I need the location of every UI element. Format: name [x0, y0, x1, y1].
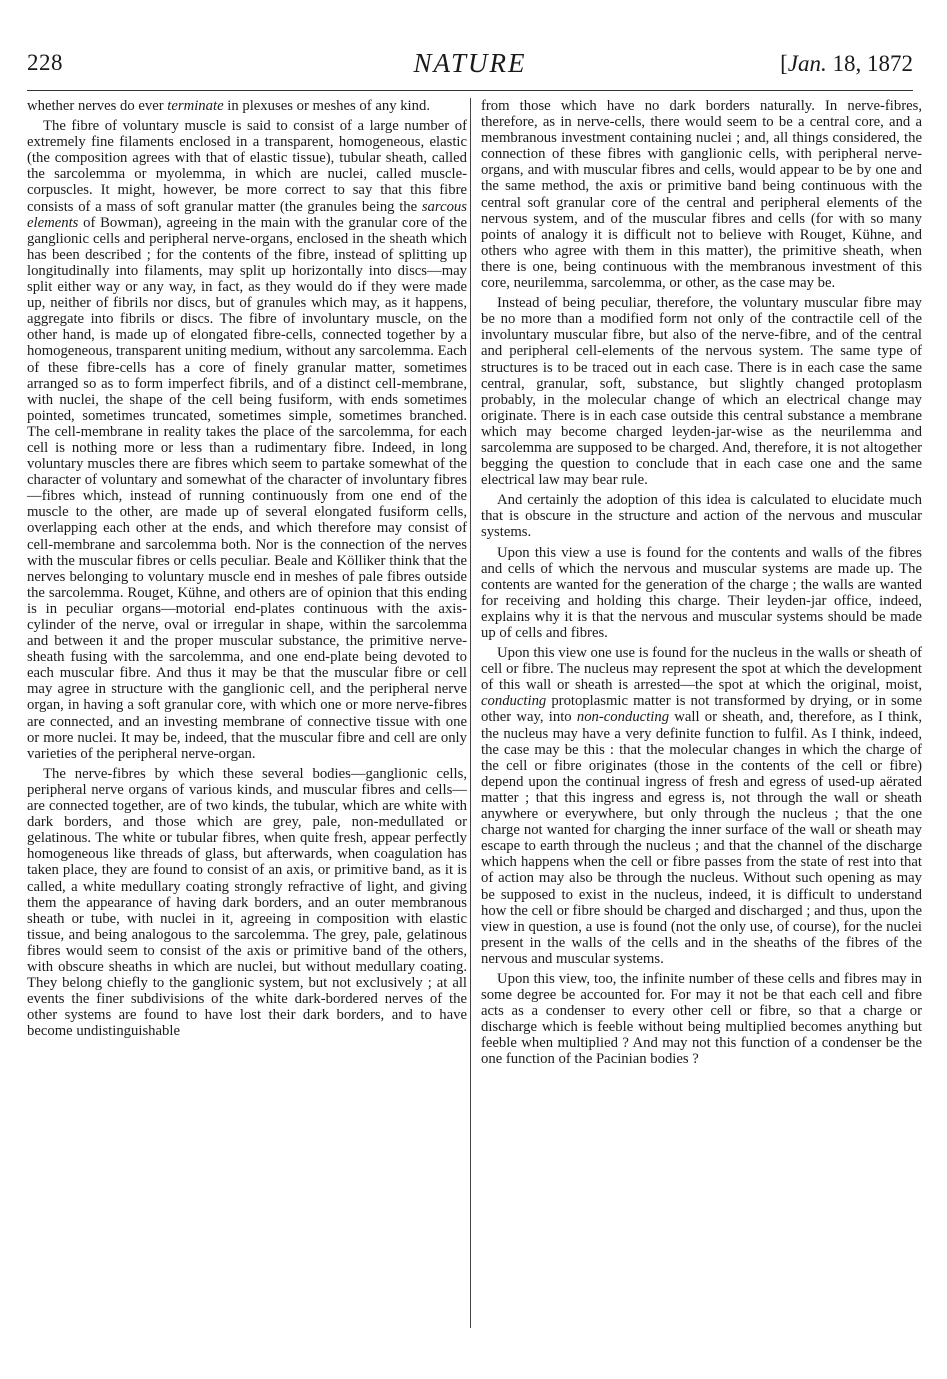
left-column [27, 98, 467, 1043]
paragraph [481, 645, 922, 967]
paragraph-text: whether nerves do ever [27, 98, 168, 114]
right-column [481, 98, 922, 1072]
paragraph-text: The nerve-fibres by which these several bodies—ganglionic cells, peripheral nerve organs of various kinds, and muscular fibres and cells—are connected together, are of two kinds, the tubular, which are white with dark borders, and those which are grey, pale, non-medullated or gelatinous. The white or tubular fibres, when quite fresh, appear perfectly homogeneous like threads of glass, but afterwards, when coagulation has taken place, they are found to consist of an axis, or primitive band, as it is called, a white medullary coating strongly refractive of light, and giving them the appearance of having dark borders, and an outer membranous sheath or tube, with nuclei in it, agreeing in composition with elastic tissue, and being analogous to the sarcolemma. The grey, pale, gelatinous fibres would seem to consist of the axis or primitive band of the others, with obscure sheaths in which are nuclei, but without medullary coating. They belong chiefly to the ganglionic system, but not exclusively ; at all events the finer subdivisions of the white dark-bordered nerves of the other systems are found to have lost their dark borders, and to have become undistinguishable [27, 765, 467, 1040]
paragraph [481, 295, 922, 488]
page-header [27, 50, 913, 84]
paragraph [481, 98, 922, 291]
paragraph [481, 971, 922, 1068]
paragraph-text: Upon this view one use is found for the nucleus in the walls or sheath of cell or fibre. The nucleus may represent the spot at which the development of this wall or sheath is arrested—the spot at which the original, moist, [481, 645, 922, 694]
paragraph-text: wall or sheath, and, therefore, as I think, the nucleus may have a very definite function to fulfil. As I think, indeed, the case may be this : that the molecular changes in which the charge of the cell or fibre originates (those in the contents of the cell or fibre) depend upon the continual ingress of fresh and egress of used-up aërated matter ; that this ingress and egress is, not through the wall or sheath anywhere or everywhere, but only through the nucleus ; that the one charge not wanted for charging the inner surface of the wall or sheath may escape to earth through the nucleus ; and that the channel of the discharge which happens when the cell or fibre passes from the state of rest into that of action may also be through the nucleus. Without such opening as may be supposed to exist in the nucleus, indeed, it is difficult to understand how the cell or fibre should be charged and discharged ; and thus, upon the view in question, a use is found (not the only use, of course), for the nuclei present in the walls of the cells and in the sheaths of the fibres of the nervous and muscular systems. [481, 709, 922, 967]
paragraph-text: And certainly the adoption of this idea is calculated to elucidate much that is obscure in the structure and action of the nervous and muscular systems. [481, 492, 922, 541]
page-number: 228 [27, 50, 63, 75]
paragraph-text: protoplasmic matter is not transformed by drying, or in some other way, into [481, 693, 922, 726]
column-divider [470, 98, 471, 1328]
paragraph [27, 98, 467, 114]
paragraph [27, 766, 467, 1040]
date-month: Jan. [787, 51, 827, 76]
issue-date [780, 51, 913, 77]
paragraph [481, 545, 922, 642]
paragraph-text: Upon this view, too, the infinite number of these cells and fibres may in some degree be accounted for. For may it not be that each cell and fibre acts as a condenser to every other cell or fibre, so that a charge or discharge which is feeble without being multiplied becomes anything but feeble when multiplied ? And may not this function of a condenser be the one function of the Pacinian bodies ? [481, 970, 922, 1068]
paragraph-text: Instead of being peculiar, therefore, the voluntary muscular fibre may be no more than a modified form not only of the contractile cell of the involuntary muscular fibre, but also of the nerve-fibre, and of the central and peripheral cell-elements of the nervous system. The same type of structures is to be traced out in each case. There is in each case the same central, granular, soft, substance, but slightly changed protoplasm probably, in the molecular change of which an electrical change may originate. There is in each case outside this central substance a membrane which may become charged leyden-jar-wise as the neurilemma and sarcolemma are supposed to be charged. And, therefore, it is not altogether begging the question to conclude that in each case one and the same electrical law may bear rule. [481, 295, 922, 489]
header-rule [27, 90, 913, 91]
paragraph-text: Upon this view a use is found for the contents and walls of the fibres and cells of which the nervous and muscular systems are made up. The contents are wanted for the generation of the charge ; the walls are wanted for receiving and holding this charge. Their leyden-jar office, indeed, explains why it is that the nervous and muscular systems should be made up of cells and fibres. [481, 544, 922, 641]
italic-term: non-conducting [576, 709, 670, 726]
paragraph-text: in plexuses or meshes of any kind. [223, 98, 431, 114]
italic-term: sarcous elements [27, 198, 467, 231]
journal-title: NATURE [413, 48, 527, 78]
paragraph [481, 492, 922, 540]
paragraph [27, 118, 467, 762]
date-day-year: 18, 1872 [832, 51, 913, 76]
paragraph-text: of Bowman), agreeing in the main with the granular core of the ganglionic cells and peripheral nerve-organs, enclosed in the sheath which has been described ; for the contents of the fibre, instead of splitting up longitudinally into filaments, may split up horizontally into discs—may split either way or any way, in fact, as they would do if they were made up, neither of fibrils nor discs, but of granules which may, as it happens, aggregate into fibrils or discs. The fibre of involuntary muscle, on the other hand, is made up of elongated fibre-cells, connected together by a homogeneous, transparent uniting medium, without any sarcolemma. Each of these fibre-cells has a core of finely granular matter, sometimes arranged so as to form imperfect fibrils, and of a distinct cell-membrane, with nuclei, the shape of the cell being fusiform, with ends sometimes pointed, sometimes truncated, sometimes simple, sometimes branched. The cell-membrane in reality takes the place of the sarcolemma, for each cell is nothing more or less than a rudimentary fibre. Indeed, in long voluntary muscles there are fibres which seem to partake somewhat of the character of voluntary and somewhat of the character of involuntary fibres—fibres which, instead of running continuously from one end of the muscle to the other, are made up of several elongated fusiform cells, overlapping each other at the ends, and which therefore may consist of cell-membrane and sarcolemma both. Nor is the connection of the nerves with the muscular fibres or cells peculiar. Beale and Kölliker think that the nerves belonging to voluntary muscle end in meshes of pale fibres outside the sarcolemma. Rouget, Kühne, and others are of opinion that this ending is in peculiar organs—motorial end-plates continuous with the axis-cylinder of the nerve, oval or irregular in shape, within the sarcolemma and between it and the proper muscular substance, the primitive nerve-sheath fusing with the sarcolemma, and one end-plate being devoted to each muscular fibre. And thus it may be that the muscular fibre or cell may agree in structure with the ganglionic cell, and the peripheral nerve organ, in having a soft granular core, with which one or more nerve-fibres are connected, and an investing membrane of connective tissue with one or more nuclei. It may be, indeed, that the muscular fibre and cell are only varieties of the peripheral nerve-organ. [27, 214, 467, 762]
paragraph-text: The fibre of voluntary muscle is said to consist of a large number of extremely fine filaments enclosed in a transparent, homogeneous, elastic (the composition agrees with that of elastic tissue), tubular sheath, called the sarcolemma or myolemma, in which are nuclei, called muscle-corpuscles. It might, however, be more correct to say that this fibre consists of a mass of soft granular matter (the granules being the [27, 118, 467, 215]
date-bracket: [ [780, 51, 788, 76]
italic-term: terminate [167, 98, 224, 114]
paragraph-text: from those which have no dark borders naturally. In nerve-fibres, therefore, as in nerve-cells, there would seem to be a central core, and a membranous investment containing nuclei ; and, all things considered, the connection of these fibres with ganglionic cells, with peripheral nerve-organs, and with muscular fibres and cells, would appear to be by one and the same method, the axis or primitive band being continuous with the central soft granular core of the central and peripheral elements of the nervous system, and of the muscular fibres and cells (for with so many points of analogy it is difficult not to believe with Rouget, Kühne, and others who agree with them in this matter), the primitive sheath, when there is one, being continuous with the membranous investment of this core, neurilemma, sarcolemma, or other, as the case may be. [481, 98, 922, 292]
italic-term: conducting [481, 693, 547, 710]
